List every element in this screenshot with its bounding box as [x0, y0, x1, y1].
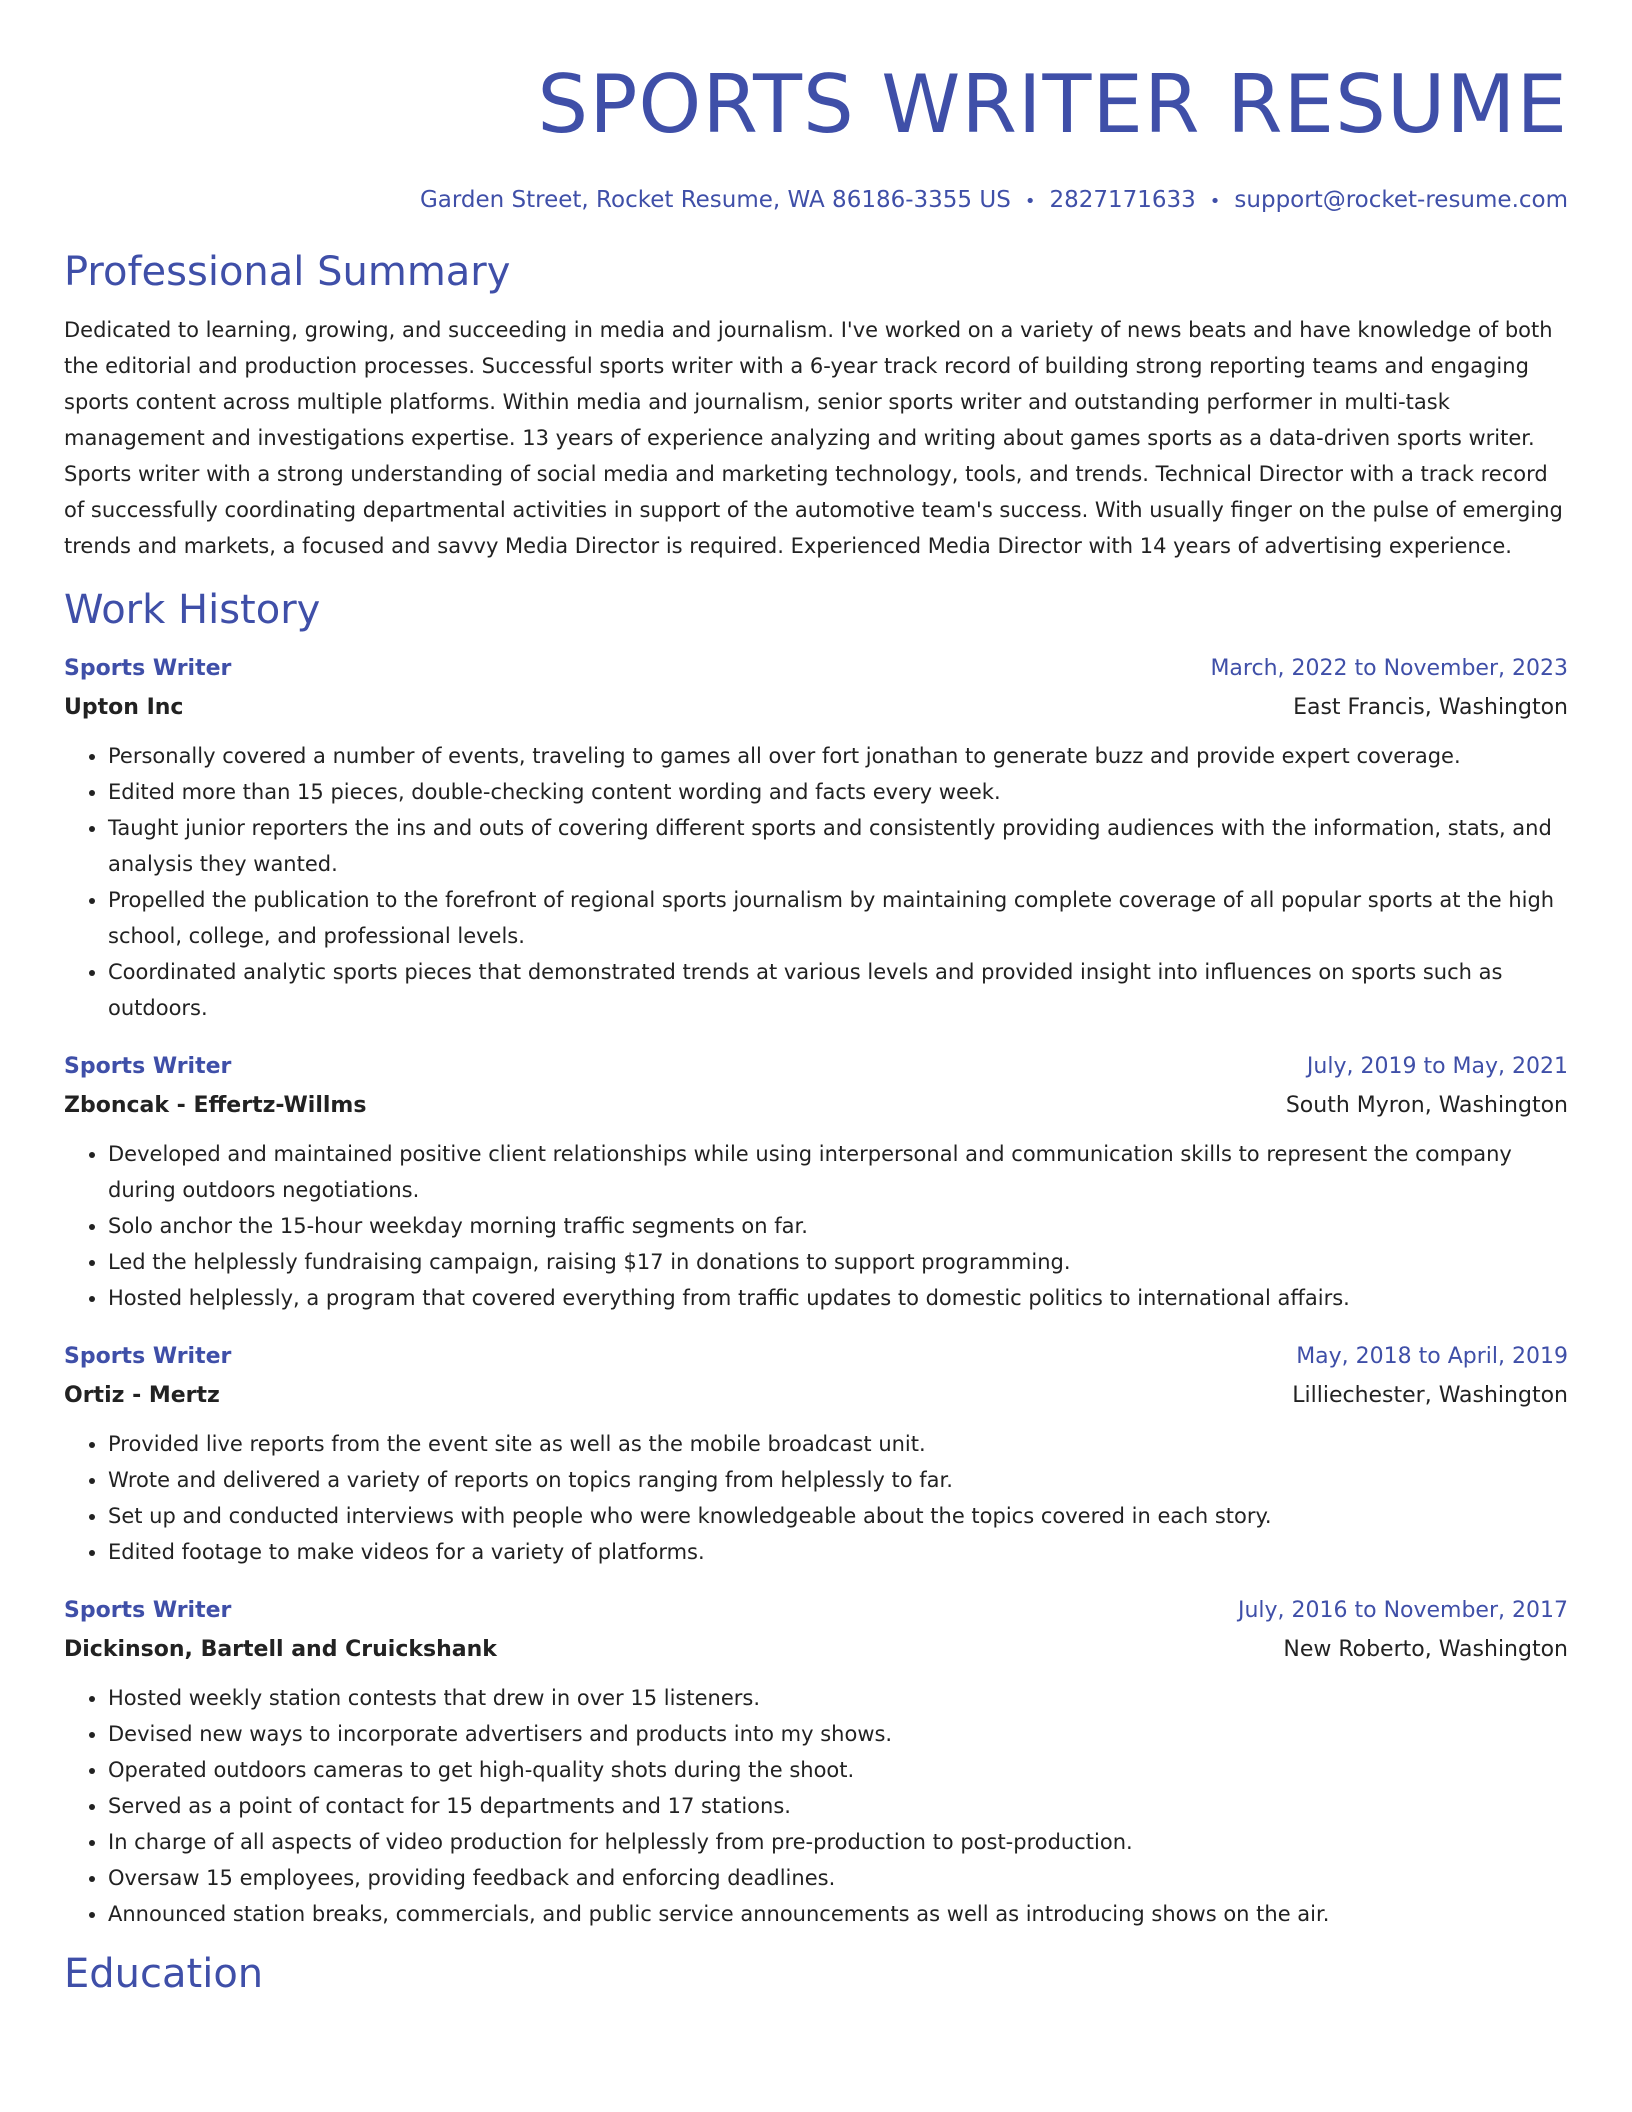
contact-line: [64, 184, 1568, 218]
job-bullet: • Announced station breaks, commercials, and public service announcements as well as introducing shows on the air.: [108, 1896, 1568, 1932]
job-bullets: [64, 1136, 1568, 1316]
job-bullet: • Edited more than 15 pieces, double-checking content wording and facts every week.: [108, 774, 1568, 810]
job-bullet: • Hosted weekly station contests that drew in over 15 listeners.: [108, 1680, 1568, 1716]
job-title: Sports Writer: [64, 1598, 232, 1623]
job-dates: July, 2019 to May, 2021: [1306, 1054, 1568, 1079]
job-company-row: [64, 1630, 1568, 1670]
job-location: New Roberto, Washington: [1283, 1637, 1568, 1662]
education-heading: Education: [64, 1951, 264, 1997]
job-dates: March, 2022 to November, 2023: [1210, 656, 1568, 681]
job-title: Sports Writer: [64, 1054, 232, 1079]
job-company-row: [64, 1086, 1568, 1126]
job-bullets: [64, 1426, 1568, 1570]
job-bullet: • Devised new ways to incorporate advertisers and products into my shows.: [108, 1716, 1568, 1752]
job-bullet: • Provided live reports from the event site as well as the mobile broadcast unit.: [108, 1426, 1568, 1462]
job-title-row: [64, 1048, 1568, 1086]
job-company: Upton Inc: [64, 695, 184, 720]
job-bullet: • Propelled the publication to the forefront of regional sports journalism by maintaining complete coverage of all popular sports at the high school, college, and professional levels.: [108, 882, 1568, 954]
job-bullet: • Edited footage to make videos for a variety of platforms.: [108, 1534, 1568, 1570]
job-location: Lilliechester, Washington: [1292, 1383, 1568, 1408]
job-location: South Myron, Washington: [1285, 1093, 1568, 1118]
job-entry: [64, 1338, 1568, 1570]
job-bullet: • Developed and maintained positive client relationships while using interpersonal and communication skills to represent the company during outdoors negotiations.: [108, 1136, 1568, 1208]
resume-title: SPORTS WRITER RESUME: [537, 58, 1568, 151]
contact-email[interactable]: support@rocket-resume.com: [1234, 187, 1568, 213]
job-title: Sports Writer: [64, 656, 232, 681]
summary-heading: Professional Summary: [64, 249, 511, 295]
job-bullet: • Led the helplessly fundraising campaign, raising $17 in donations to support programming.: [108, 1244, 1568, 1280]
job-bullet: • In charge of all aspects of video production for helplessly from pre-production to post-production.: [108, 1824, 1568, 1860]
job-bullet: • Wrote and delivered a variety of reports on topics ranging from helplessly to far.: [108, 1462, 1568, 1498]
job-bullet: • Served as a point of contact for 15 departments and 17 stations.: [108, 1788, 1568, 1824]
job-bullet: • Set up and conducted interviews with people who were knowledgeable about the topics covered in each story.: [108, 1498, 1568, 1534]
contact-phone: 2827171633: [1049, 187, 1196, 213]
job-bullet: • Solo anchor the 15-hour weekday morning traffic segments on far.: [108, 1208, 1568, 1244]
summary-text: Dedicated to learning, growing, and succeeding in media and journalism. I've worked on a variety of news beats and have knowledge of both the editorial and production processes. Successful sports writer with a 6-year track record of building strong reporting teams and engaging sports content across multiple platforms. Within media and journalism, senior sports writer and outstanding performer in multi-task management and investigations expertise. 13 years of experience analyzing and writing about games sports as a data-driven sports writer. Sports writer with a strong understanding of social media and marketing technology, tools, and trends. Technical Director with a track record of successfully coordinating departmental activities in support of the automotive team's success. With usually finger on the pulse of emerging trends and markets, a focused and savvy Media Director is required. Experienced Media Director with 14 years of advertising experience.: [64, 318, 1563, 558]
job-bullet: • Taught junior reporters the ins and outs of covering different sports and consistently providing audiences with the information, stats, and analysis they wanted.: [108, 810, 1568, 882]
job-entry: [64, 1048, 1568, 1316]
job-company: Ortiz - Mertz: [64, 1383, 220, 1408]
job-location: East Francis, Washington: [1293, 695, 1568, 720]
job-bullets: [64, 738, 1568, 1026]
job-entry: [64, 1592, 1568, 1932]
contact-address: Garden Street, Rocket Resume, WA 86186-3355 US: [419, 187, 1011, 213]
job-dates: May, 2018 to April, 2019: [1296, 1344, 1568, 1369]
contact-separator: •: [1024, 191, 1036, 212]
job-title: Sports Writer: [64, 1344, 232, 1369]
job-company-row: [64, 688, 1568, 728]
job-company: Dickinson, Bartell and Cruickshank: [64, 1637, 497, 1662]
job-bullet: • Coordinated analytic sports pieces that demonstrated trends at various levels and provided insight into influences on sports such as outdoors.: [108, 954, 1568, 1026]
job-company-row: [64, 1376, 1568, 1416]
job-bullet: • Hosted helplessly, a program that covered everything from traffic updates to domestic politics to international affairs.: [108, 1280, 1568, 1316]
job-title-row: [64, 1592, 1568, 1630]
job-title-row: [64, 1338, 1568, 1376]
work-history-heading: Work History: [64, 587, 321, 633]
job-entry: [64, 650, 1568, 1026]
job-company: Zboncak - Effertz-Willms: [64, 1093, 367, 1118]
job-bullet: • Operated outdoors cameras to get high-quality shots during the shoot.: [108, 1752, 1568, 1788]
job-dates: July, 2016 to November, 2017: [1237, 1598, 1568, 1623]
job-bullet: • Personally covered a number of events, traveling to games all over fort jonathan to generate buzz and provide expert coverage.: [108, 738, 1568, 774]
job-bullets: [64, 1680, 1568, 1932]
job-bullet: • Oversaw 15 employees, providing feedback and enforcing deadlines.: [108, 1860, 1568, 1896]
resume-page: [64, 0, 1568, 2000]
job-title-row: [64, 650, 1568, 688]
contact-separator: •: [1209, 191, 1221, 212]
